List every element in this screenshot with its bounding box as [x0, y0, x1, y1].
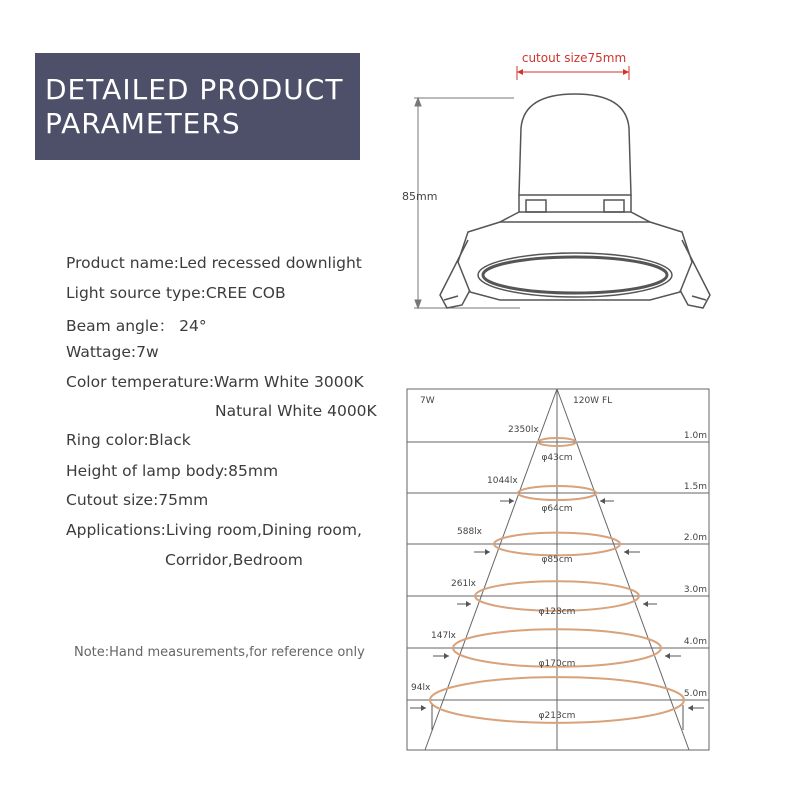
lux-label: 1044lx: [487, 476, 518, 486]
chart-frame: [407, 389, 709, 750]
spec-light-source: Light source type:CREE COB: [66, 284, 286, 302]
left-arrow-head: [485, 549, 490, 555]
cone-right-edge: [557, 389, 689, 750]
distance-label: 1.5m: [683, 482, 707, 492]
spec-wattage: Wattage:7w: [66, 343, 159, 361]
spec-product-name: Product name:Led recessed downlight: [66, 254, 362, 272]
diameter-label: φ128cm: [538, 607, 576, 617]
wattage-label: 7W: [420, 396, 435, 406]
measurement-note: Note:Hand measurements,for reference only: [74, 645, 365, 660]
diameter-label: φ85cm: [541, 555, 573, 565]
right-arrow-head: [643, 601, 648, 607]
spec-ring-color: Ring color:Black: [66, 431, 191, 449]
right-arrow-head: [624, 549, 629, 555]
spec-height: Height of lamp body:85mm: [66, 462, 279, 480]
diameter-label: φ64cm: [541, 504, 573, 514]
distance-label: 5.0m: [683, 689, 707, 699]
diameter-label: φ213cm: [538, 711, 576, 721]
cutout-dimension: [517, 66, 629, 80]
title-line-2: PARAMETERS: [45, 107, 241, 140]
title-line-1: DETAILED PRODUCT: [45, 73, 344, 106]
right-arrow-head: [665, 653, 670, 659]
diameter-label: φ43cm: [541, 453, 573, 463]
left-arrow-head: [444, 653, 449, 659]
spec-applications: Applications:Living room,Dining room,: [66, 521, 362, 539]
spec-cutout: Cutout size:75mm: [66, 491, 209, 509]
spec-color-temperature-2: Natural White 4000K: [215, 402, 377, 420]
lux-label: 94lx: [411, 683, 431, 693]
cutout-label: cutout size75mm: [521, 51, 627, 65]
distance-label: 2.0m: [683, 533, 707, 543]
title-banner: [35, 53, 360, 160]
right-arrow-head: [688, 705, 693, 711]
distance-label: 3.0m: [683, 585, 707, 595]
spec-beam-angle: Beam angle： 24°: [66, 317, 207, 335]
beam-angle-chart: [400, 380, 720, 760]
lux-label: 588lx: [457, 527, 483, 537]
distance-label: 1.0m: [683, 431, 707, 441]
right-arrow-head: [600, 498, 605, 504]
lux-label: 261lx: [451, 579, 477, 589]
lamp-label: 120W FL: [573, 396, 613, 406]
spec-applications-2: Corridor,Bedroom: [165, 551, 303, 569]
spec-color-temperature: Color temperature:Warm White 3000K: [66, 373, 364, 391]
distance-label: 4.0m: [683, 637, 707, 647]
diameter-label: φ170cm: [538, 659, 576, 669]
lux-label: 2350lx: [508, 425, 539, 435]
cone-left-edge: [425, 389, 557, 750]
downlight-drawing: [390, 40, 740, 330]
lux-label: 147lx: [431, 631, 457, 641]
lamp-body: [440, 94, 710, 308]
left-arrow-head: [509, 498, 514, 504]
left-arrow-head: [466, 601, 471, 607]
height-label: 85mm: [402, 190, 438, 203]
left-arrow-head: [421, 705, 426, 711]
